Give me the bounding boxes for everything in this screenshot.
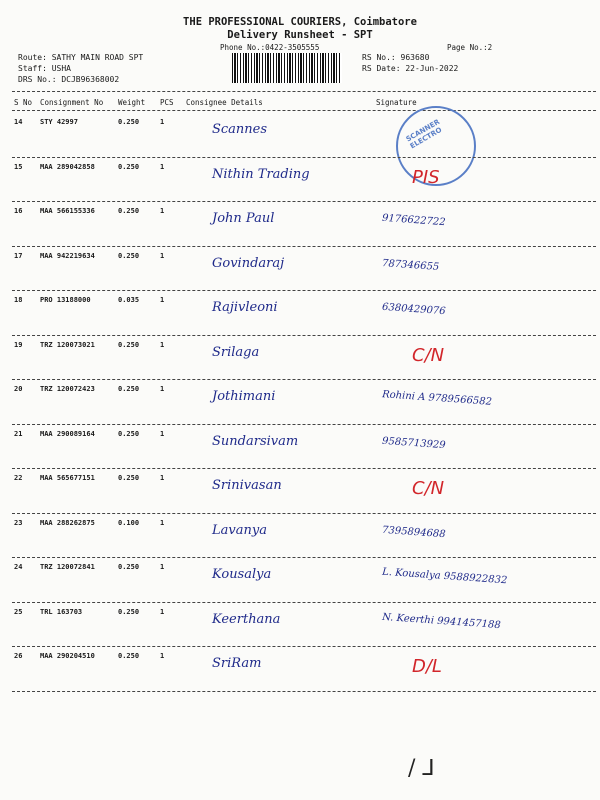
row-sno: 21 (14, 429, 23, 438)
col-consignee: Consignee Details (186, 98, 263, 107)
table-row (12, 114, 596, 158)
row-weight: 0.250 (118, 607, 140, 616)
header-divider-top (12, 91, 596, 92)
consignee-name: Srilaga (212, 344, 260, 360)
row-consignment: MAA 565677151 (40, 474, 95, 482)
row-divider (12, 646, 596, 647)
row-divider (12, 602, 596, 603)
company-title: THE PROFESSIONAL COURIERS, Coimbatore (183, 16, 417, 28)
row-consignment: PRO 13188000 (40, 296, 91, 304)
table-row (12, 337, 596, 381)
row-weight: 0.250 (118, 474, 140, 482)
row-weight: 0.250 (118, 563, 140, 571)
row-consignment: MAA 566155336 (40, 207, 95, 215)
rs-date: RS Date: 22-Jun-2022 (362, 64, 459, 73)
row-weight: 0.100 (118, 518, 140, 527)
row-sno: 19 (14, 340, 23, 349)
row-sno: 20 (14, 385, 23, 393)
handwritten-mark-icon: / ⅃ (408, 756, 435, 781)
consignee-name: Jothimani (212, 389, 276, 404)
row-pcs: 1 (160, 563, 165, 571)
table-row (12, 159, 596, 203)
row-consignment: TRZ 120073021 (40, 340, 95, 349)
row-consignment: STY 42997 (40, 118, 78, 126)
row-consignment: MAA 289042858 (40, 162, 95, 171)
col-sno: S No (14, 98, 33, 107)
row-pcs: 1 (160, 340, 165, 349)
runsheet-title: Delivery Runsheet - SPT (227, 29, 373, 41)
signature: 9585713929 (381, 435, 446, 451)
row-weight: 0.250 (118, 251, 140, 260)
row-pcs: 1 (160, 518, 165, 527)
col-weight: Weight (118, 98, 146, 107)
signature: 7395894688 (381, 524, 446, 540)
table-row (12, 470, 596, 514)
row-sno: 23 (14, 518, 23, 527)
table-row (12, 292, 596, 336)
consignee-name: Keerthana (212, 611, 281, 627)
header-divider-bottom (12, 110, 596, 111)
row-pcs: 1 (160, 162, 165, 171)
row-divider (12, 468, 596, 469)
row-divider (12, 424, 596, 425)
row-weight: 0.035 (118, 296, 140, 304)
row-divider (12, 246, 596, 247)
row-sno: 17 (14, 251, 23, 260)
row-sno: 14 (14, 118, 23, 126)
consignee-name: SriRam (212, 656, 262, 671)
row-consignment: TRZ 120072423 (40, 385, 95, 393)
delivery-mark: C/N (412, 344, 445, 366)
signature: N. Keerthi 9941457188 (381, 611, 501, 631)
consignee-name: Rajivleoni (212, 300, 278, 315)
row-divider (12, 379, 596, 380)
consignee-name: Srinivasan (212, 478, 282, 493)
consignee-name: John Paul (212, 211, 275, 226)
row-divider (12, 691, 596, 692)
row-divider (12, 290, 596, 291)
row-sno: 15 (14, 162, 23, 171)
row-sno: 16 (14, 207, 23, 215)
row-weight: 0.250 (118, 207, 140, 215)
delivery-mark: C/N (412, 478, 445, 499)
table-row (12, 515, 596, 559)
signature: 787346655 (381, 257, 440, 273)
consignee-name: Govindaraj (212, 255, 285, 271)
signature: 9176622722 (381, 212, 446, 229)
col-signature: Signature (376, 98, 417, 107)
delivery-mark: PIS (412, 166, 440, 188)
row-weight: 0.250 (118, 340, 140, 349)
rs-number: RS No.: 963680 (362, 53, 430, 62)
phone-number: Phone No.:0422-3505555 (220, 43, 320, 52)
row-consignment: MAA 942219634 (40, 251, 95, 260)
consignee-name: Lavanya (212, 522, 267, 538)
row-divider (12, 513, 596, 514)
row-sno: 24 (14, 563, 23, 571)
signature: Rohini A 9789566582 (381, 389, 493, 408)
row-weight: 0.250 (118, 118, 140, 126)
page-number: Page No.:2 (447, 43, 493, 52)
row-weight: 0.250 (118, 652, 140, 660)
row-pcs: 1 (160, 429, 165, 438)
consignee-name: Scannes (212, 122, 268, 137)
table-row (12, 559, 596, 603)
row-divider (12, 335, 596, 336)
row-divider (12, 157, 596, 158)
row-pcs: 1 (160, 207, 165, 215)
signature: 6380429076 (381, 301, 446, 318)
staff: Staff: USHA (18, 64, 71, 73)
row-weight: 0.250 (118, 385, 140, 393)
col-consignment: Consignment No (40, 98, 104, 107)
consignee-name: Nithin Trading (212, 166, 310, 182)
signature: L. Kousalya 9588922832 (381, 566, 508, 587)
consignee-name: Kousalya (212, 567, 272, 582)
company-stamp: SCANNER ELECTRO (396, 106, 476, 186)
col-pcs: PCS (160, 98, 174, 107)
route: Route: SATHY MAIN ROAD SPT (18, 53, 144, 62)
table-row (12, 248, 596, 292)
row-consignment: TRL 163703 (40, 607, 83, 616)
row-consignment: MAA 290089164 (40, 429, 95, 438)
row-pcs: 1 (160, 296, 165, 304)
row-weight: 0.250 (118, 162, 140, 171)
delivery-mark: D/L (412, 656, 442, 677)
barcode (232, 53, 342, 83)
row-weight: 0.250 (118, 429, 140, 438)
table-row (12, 648, 596, 692)
table-row (12, 381, 596, 425)
drs-number: DRS No.: DCJB96368002 (18, 75, 120, 84)
row-divider (12, 201, 596, 202)
table-row (12, 604, 596, 648)
row-divider (12, 557, 596, 558)
row-consignment: MAA 288262875 (40, 518, 95, 527)
row-pcs: 1 (160, 607, 165, 616)
row-pcs: 1 (160, 118, 165, 126)
consignee-name: Sundarsivam (212, 433, 299, 449)
row-pcs: 1 (160, 474, 165, 482)
table-row (12, 426, 596, 470)
row-sno: 26 (14, 652, 23, 660)
row-pcs: 1 (160, 652, 165, 660)
row-sno: 25 (14, 607, 23, 616)
row-pcs: 1 (160, 251, 165, 260)
table-row (12, 203, 596, 247)
row-sno: 22 (14, 474, 23, 482)
row-consignment: MAA 290204510 (40, 652, 95, 660)
row-pcs: 1 (160, 385, 165, 393)
row-consignment: TRZ 120072841 (40, 563, 95, 571)
row-sno: 18 (14, 296, 23, 304)
